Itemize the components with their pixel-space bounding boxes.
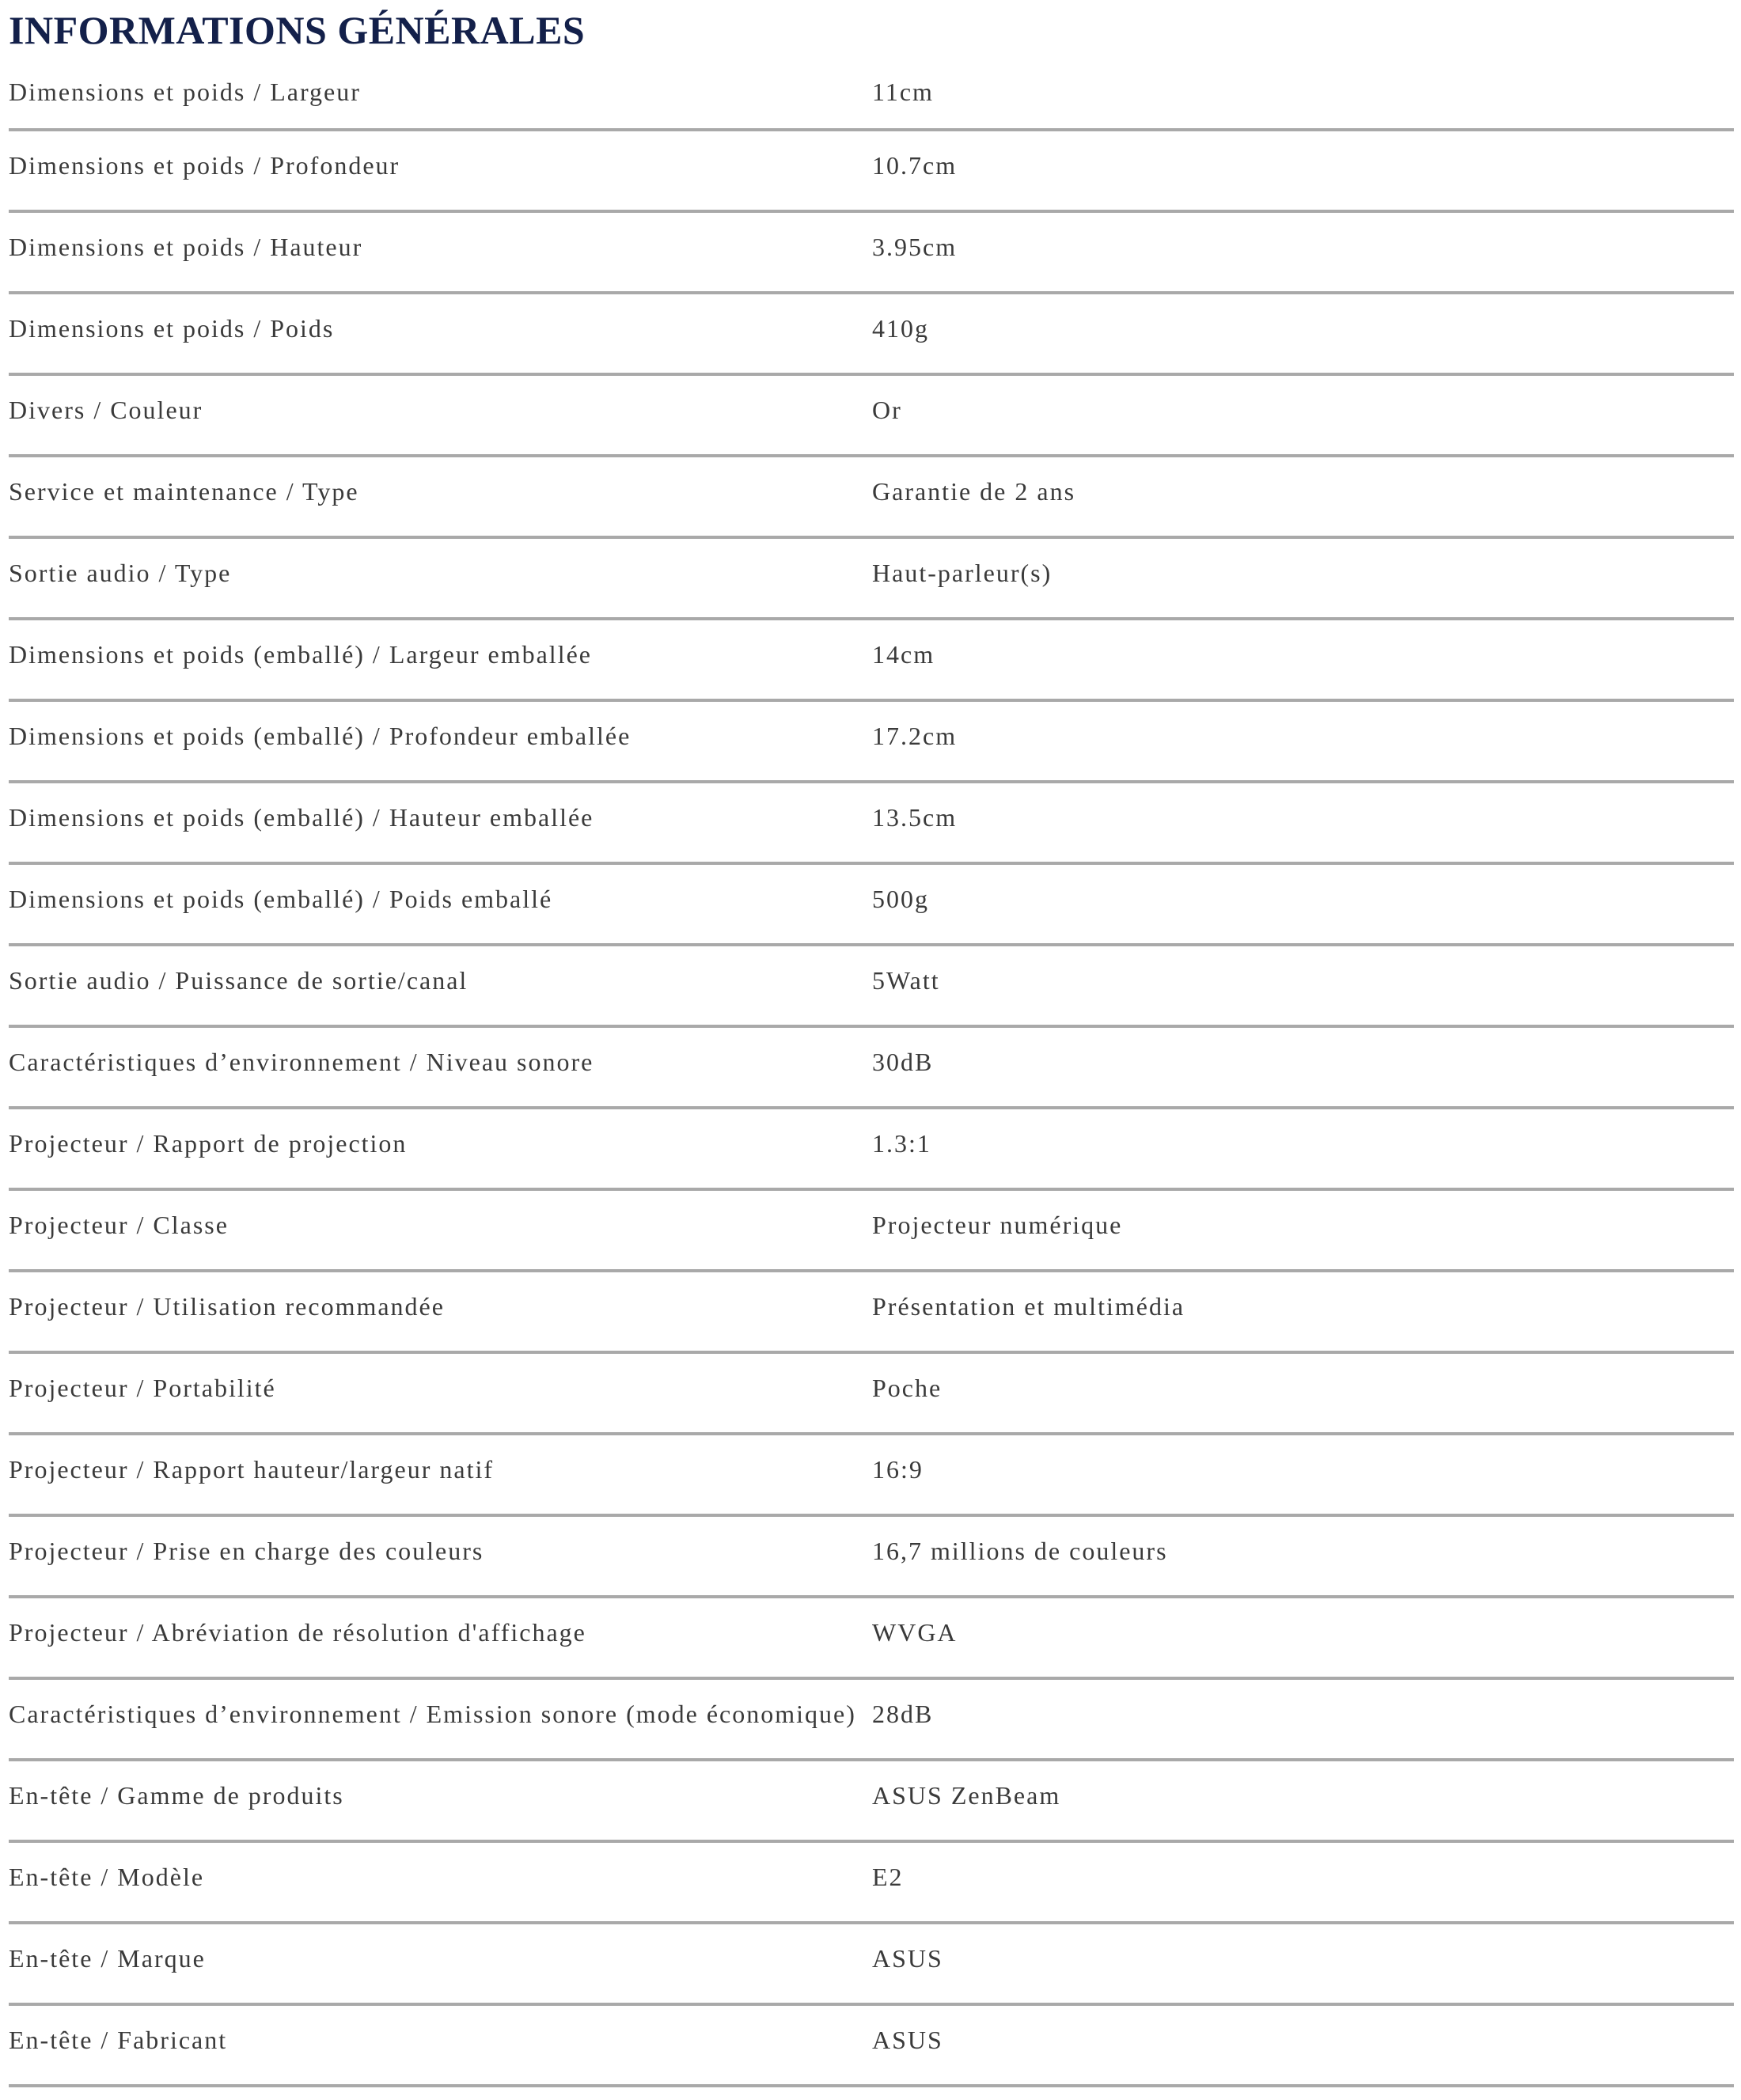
spec-row <box>9 131 1734 213</box>
spec-label: Dimensions et poids / Hauteur <box>9 233 363 261</box>
spec-value: 28dB <box>872 1700 934 1728</box>
spec-value: 14cm <box>872 640 935 669</box>
spec-value: Présentation et multimédia <box>872 1292 1185 1321</box>
spec-row <box>9 946 1734 1028</box>
spec-row <box>9 783 1734 865</box>
spec-label: Dimensions et poids (emballé) / Largeur emballée <box>9 640 592 669</box>
spec-row <box>9 1028 1734 1109</box>
spec-row <box>9 1924 1734 2006</box>
spec-row <box>9 539 1734 620</box>
spec-label: Projecteur / Rapport hauteur/largeur natif <box>9 1455 494 1484</box>
spec-label: En-tête / Fabricant <box>9 2026 228 2054</box>
spec-value: 500g <box>872 885 929 913</box>
spec-value: 16,7 millions de couleurs <box>872 1537 1168 1565</box>
spec-label: En-tête / Marque <box>9 1944 206 1973</box>
spec-row <box>9 1354 1734 1435</box>
spec-value: 30dB <box>872 1048 934 1076</box>
spec-label: Service et maintenance / Type <box>9 477 359 506</box>
spec-value: 11cm <box>872 77 934 106</box>
spec-label: Projecteur / Prise en charge des couleurs <box>9 1537 484 1565</box>
spec-row <box>9 702 1734 783</box>
spec-value: 410g <box>872 314 929 343</box>
spec-value: 3.95cm <box>872 233 958 261</box>
spec-value: Projecteur numérique <box>872 1211 1123 1239</box>
spec-label: Dimensions et poids / Poids <box>9 314 335 343</box>
spec-row <box>9 1272 1734 1354</box>
spec-value: Haut-parleur(s) <box>872 559 1053 587</box>
spec-label: Divers / Couleur <box>9 396 203 424</box>
spec-row <box>9 2006 1734 2087</box>
spec-row <box>9 865 1734 946</box>
section-title: INFORMATIONS GÉNÉRALES <box>9 8 586 52</box>
spec-row <box>9 1598 1734 1680</box>
spec-row <box>9 1843 1734 1924</box>
spec-value: Or <box>872 396 902 424</box>
spec-row <box>9 620 1734 702</box>
spec-label: Dimensions et poids (emballé) / Hauteur emballée <box>9 803 594 832</box>
spec-label: Dimensions et poids (emballé) / Poids emballé <box>9 885 553 913</box>
spec-label: Sortie audio / Puissance de sortie/canal <box>9 966 468 995</box>
spec-label: Projecteur / Portabilité <box>9 1374 276 1402</box>
spec-value: ASUS <box>872 2026 943 2054</box>
spec-value: 5Watt <box>872 966 940 995</box>
spec-row <box>9 60 1734 131</box>
spec-label: Projecteur / Classe <box>9 1211 229 1239</box>
spec-label: Sortie audio / Type <box>9 559 232 587</box>
spec-value: WVGA <box>872 1618 958 1647</box>
spec-label: Caractéristiques d’environnement / Niveau sonore <box>9 1048 594 1076</box>
spec-row <box>9 1680 1734 1761</box>
spec-value: 10.7cm <box>872 151 958 180</box>
spec-label: Dimensions et poids / Largeur <box>9 77 361 106</box>
spec-label: Projecteur / Abréviation de résolution d'affichage <box>9 1618 586 1647</box>
spec-row <box>9 1435 1734 1517</box>
spec-page <box>9 0 1734 2087</box>
spec-value: Poche <box>872 1374 943 1402</box>
spec-label: Projecteur / Utilisation recommandée <box>9 1292 445 1321</box>
spec-row <box>9 376 1734 457</box>
spec-label: Dimensions et poids (emballé) / Profondeur emballée <box>9 722 632 750</box>
spec-row <box>9 1517 1734 1598</box>
spec-value: 17.2cm <box>872 722 958 750</box>
spec-row <box>9 213 1734 294</box>
spec-label: Projecteur / Rapport de projection <box>9 1129 408 1158</box>
spec-label: En-tête / Modèle <box>9 1863 205 1891</box>
spec-value: Garantie de 2 ans <box>872 477 1076 506</box>
spec-row <box>9 457 1734 539</box>
spec-value: 16:9 <box>872 1455 924 1484</box>
spec-row <box>9 1761 1734 1843</box>
spec-value: 1.3:1 <box>872 1129 931 1158</box>
spec-row <box>9 1191 1734 1272</box>
spec-label: En-tête / Gamme de produits <box>9 1781 344 1810</box>
spec-row <box>9 294 1734 376</box>
spec-row <box>9 1109 1734 1191</box>
spec-value: 13.5cm <box>872 803 958 832</box>
spec-value: ASUS ZenBeam <box>872 1781 1061 1810</box>
spec-value: ASUS <box>872 1944 943 1973</box>
spec-label: Dimensions et poids / Profondeur <box>9 151 400 180</box>
spec-value: E2 <box>872 1863 904 1891</box>
spec-label: Caractéristiques d’environnement / Emission sonore (mode économique) <box>9 1700 856 1728</box>
spec-list <box>9 60 1734 2087</box>
